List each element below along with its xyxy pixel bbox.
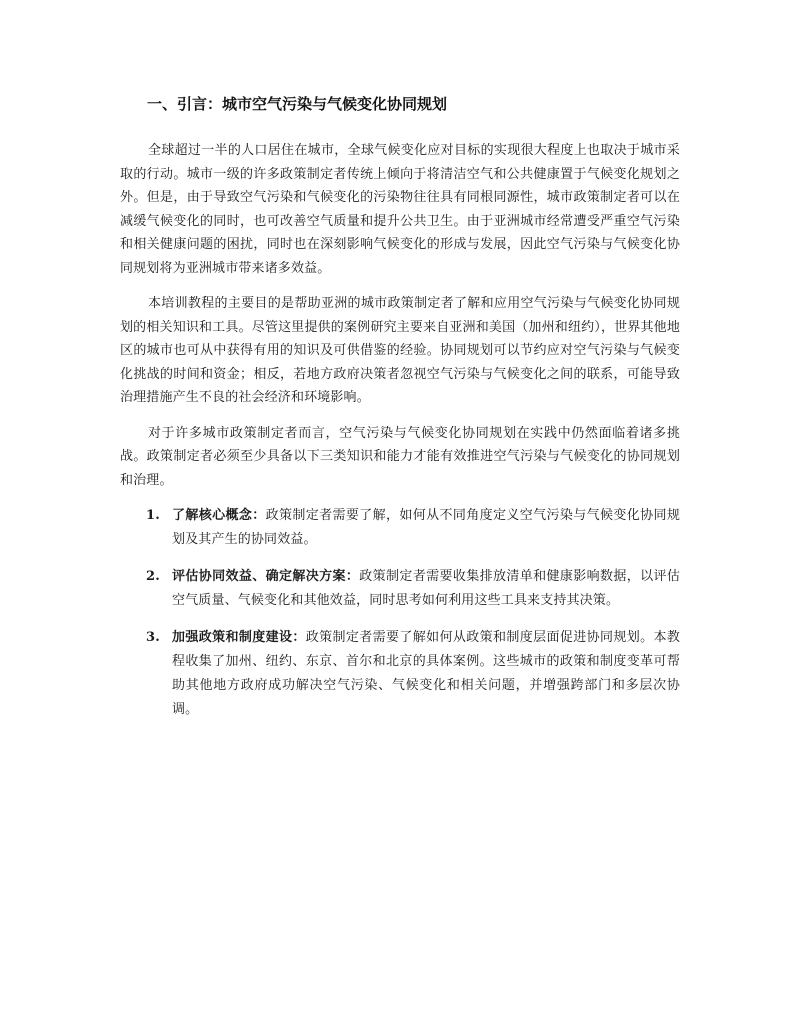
- knowledge-list: [120, 504, 680, 722]
- list-item-number: 1.: [146, 508, 160, 523]
- paragraph-intro: 全球超过一半的人口居住在城市，全球气候变化应对目标的实现很大程度上也取决于城市采取的行动。城市一级的许多政策制定者传统上倾向于将清洁空气和公共健康置于气候变化规划之外。但是，由于导致空气污染和气候变化的污染物往往具有同根同源性，城市政策制定者可以在减缓气候变化的同时，也可改善空气质量和提升公共卫生。由于亚洲城市经常遭受严重空气污染和相关健康问题的困扰，同时也在深刻影响气候变化的形成与发展，因此空气污染与气候变化协同规划将为亚洲城市带来诸多效益。: [120, 143, 680, 276]
- list-item-text: 政策制定者需要收集排放清单和健康影响数据，以评估空气质量、气候变化和其他效益，同时思考如何利用这些工具来支持其决策。: [172, 569, 680, 608]
- paragraph-challenges: 对于许多城市政策制定者而言，空气污染与气候变化协同规划在实践中仍然面临着诸多挑战。政策制定者必须至少具备以下三类知识和能力才能有效推进空气污染与气候变化的协同规划和治理。: [120, 425, 680, 488]
- list-item-text: 政策制定者需要了解，如何从不同角度定义空气污染与气候变化协同规划及其产生的协同效益。: [172, 508, 680, 547]
- list-item-text: 政策制定者需要了解如何从政策和制度层面促进协同规划。本教程收集了加州、纽约、东京、首尔和北京的具体案例。这些城市的政策和制度变革可帮助其他地方政府成功解决空气污染、气候变化和相关问题，并增强跨部门和多层次协调。: [172, 630, 680, 717]
- list-item: [120, 504, 680, 552]
- list-item-number: 3.: [146, 630, 160, 645]
- paragraph-purpose: 本培训教程的主要目的是帮助亚洲的城市政策制定者了解和应用空气污染与气候变化协同规划的相关知识和工具。尽管这里提供的案例研究主要来自亚洲和美国（加州和纽约），世界其他地区的城市也可从中获得有用的知识及可供借鉴的经验。协同规划可以节约应对空气污染与气候变化挑战的时间和资金；相反，若地方政府决策者忽视空气污染与气候变化之间的联系，可能导致治理措施产生不良的社会经济和环境影响。: [120, 296, 680, 405]
- list-item: [120, 626, 680, 722]
- list-item-heading: 加强政策和制度建设：: [172, 630, 306, 645]
- list-item-number: 2.: [146, 569, 160, 584]
- list-item-heading: 了解核心概念：: [172, 508, 266, 523]
- list-item: [120, 565, 680, 613]
- section-title: 一、引言：城市空气污染与气候变化协同规划: [147, 95, 448, 113]
- list-item-heading: 评估协同效益、确定解决方案：: [172, 569, 360, 584]
- document-page: [120, 93, 680, 735]
